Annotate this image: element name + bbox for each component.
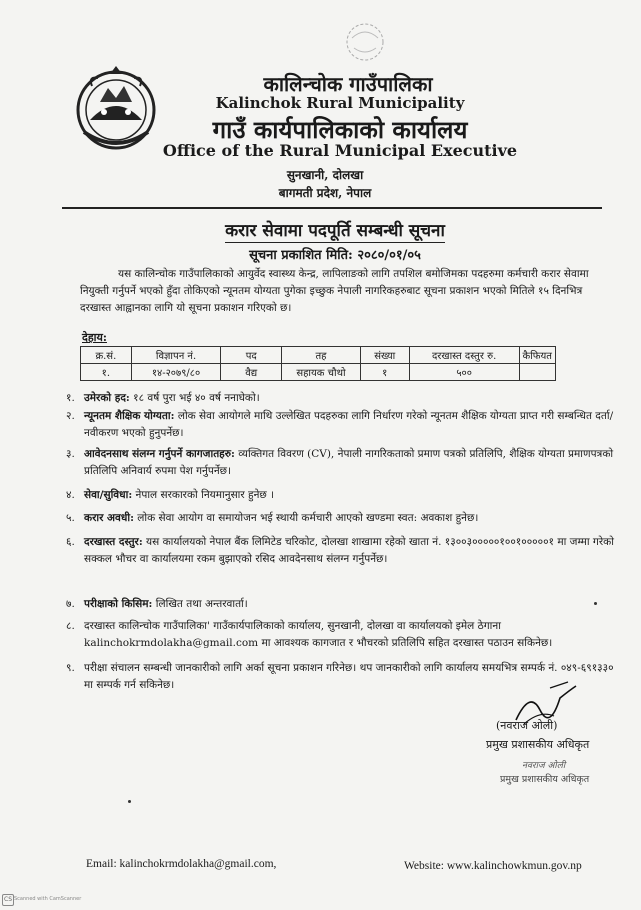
- item-number: १.: [66, 392, 75, 404]
- item-number: ६.: [66, 536, 75, 548]
- stamp-name: नवराज ओली: [522, 761, 566, 771]
- item-body: नेपाल सरकारको नियमानुसार हुनेछ ।: [132, 489, 275, 501]
- header-divider: [62, 207, 602, 209]
- item-body: यस कार्यालयको नेपाल बैंक लिमिटेड चरिकोट, दोलखा शाखामा रहेको खाता नं. १३००३०००००१००१०००००१ मा जम्मा गरेको सक्कल भौचर वा कार्यालयमा रकम बुझाएको रसिद आवदेनसाथ संलग्न गर्नुपर्नेछ।: [84, 536, 614, 565]
- item-text: [84, 618, 614, 652]
- item-number: ८.: [66, 620, 75, 632]
- table-cell: ५००: [409, 364, 519, 381]
- item-number: ९.: [66, 662, 75, 674]
- intro-paragraph: यस कालिन्चोक गाउँपालिकाको आयुर्वेद स्वास्थ्य केन्द्र, लापिलाङको लागि तपशिल बमोजिमका पदहरुमा कर्मचारी करार सेवामा नियुक्ती गर्नुपर्ने भएको हुँदा तोकिएको न्यूनतम योग्यता पुगेका इच्छुक नेपाली नागरिकहरुबाट सूचना प्रकाशन भएको मितिले १५ दिनभित्र दरखास्त आह्वानका लागि यो सूचना प्रकाशन गरिएको छ।: [80, 268, 589, 314]
- table-header: दरखास्त दस्तुर रु.: [409, 347, 519, 364]
- scan-speck: [594, 602, 597, 605]
- item-label: दरखास्त दस्तुर:: [84, 536, 143, 548]
- table-cell: १: [360, 364, 409, 381]
- dehay-label: देहाय:: [82, 331, 107, 344]
- item-body: १८ वर्ष पुरा भई ४० वर्ष ननाघेको।: [129, 392, 260, 404]
- office-name-nepali: गाउँ कार्यपालिकाको कार्यालय: [212, 115, 468, 144]
- item-label: आवेदनसाथ संलग्न गर्नुपर्ने कागजातहरु:: [84, 448, 235, 460]
- footer-website: Website: www.kalinchowkmun.gov.np: [404, 860, 582, 872]
- address-line-2: बागमती प्रदेश, नेपाल: [278, 186, 372, 200]
- item-label: उमेरको हद:: [84, 392, 130, 404]
- item-body: लोक सेवा आयोगले माथि उल्लेखित पदहरुका लागि निर्धारण गरेको न्यूनतम शैक्षिक योग्यता प्राप्त गरी सम्बन्धित दर्ता/नवीकरण भएको हुनुपर्नेछ।: [84, 410, 614, 439]
- item-text: [84, 534, 614, 568]
- signatory-name: (नवराज ओली): [496, 719, 558, 732]
- table-cell: [519, 364, 555, 381]
- item-label: परीक्षाको किसिम:: [84, 598, 153, 610]
- notice-title-text: करार सेवामा पदपूर्ति सम्बन्धी सूचना: [225, 221, 445, 241]
- item-number: ७.: [66, 598, 75, 610]
- item-text: [84, 408, 614, 442]
- item-body: लिखित तथा अन्तरवार्ता।: [152, 598, 248, 610]
- table-header: कैफियत: [519, 347, 555, 364]
- footer-email: Email: kalinchokrmdolakha@gmail.com,: [86, 858, 277, 870]
- item-text: [84, 596, 614, 613]
- item-number: ३.: [66, 448, 75, 460]
- item-body: दरखास्त कालिन्चोक गाउँपालिका' गाउँकार्यपालिकाको कार्यालय, सुनखानी, दोलखा वा कार्यालयको इमेल ठेगाना kalinchokrmdolakha@gmail.com मा आवश्यक कागजात र भौचरको प्रतिलिपि सहित दरखास्त पठाउन सकिनेछ।: [84, 620, 553, 649]
- table-cell: १४-२०७९/८०: [131, 364, 221, 381]
- vacancy-table: [80, 346, 556, 381]
- table-header: तह: [282, 347, 361, 364]
- government-emblem-icon: [70, 62, 162, 154]
- faint-stamp-mark: [330, 18, 400, 66]
- office-name-english: Office of the Rural Municipal Executive: [162, 141, 518, 160]
- table-header: विज्ञापन नं.: [131, 347, 221, 364]
- table-row: [81, 364, 556, 381]
- table-header: क्र.सं.: [81, 347, 132, 364]
- scanner-watermark: Scanned with CamScanner: [14, 896, 82, 902]
- item-text: [84, 510, 614, 527]
- municipality-name-english: Kalinchok Rural Municipality: [215, 94, 465, 112]
- item-body: परीक्षा संचालन सम्बन्धी जानकारीको लागि अर्का सूचना प्रकाशन गरिनेछ। थप जानकारीको लागि कार्यालय समयभित्र सम्पर्क नं. ०४९-६९१३३० मा सम्पर्क गर्न सकिनेछ।: [84, 662, 614, 691]
- item-text: [84, 487, 614, 504]
- camscanner-icon: CS: [2, 894, 14, 906]
- publish-date: सूचना प्रकाशित मिति: २०८०/०१/०५: [249, 248, 421, 263]
- table-cell: १.: [81, 364, 132, 381]
- item-text: [84, 390, 614, 407]
- item-label: न्यूनतम शैक्षिक योग्यता:: [84, 410, 175, 422]
- table-cell: वैद्य: [221, 364, 282, 381]
- notice-title: [190, 218, 480, 241]
- item-text: [84, 446, 614, 480]
- table-header: पद: [221, 347, 282, 364]
- table-header-row: [81, 347, 556, 364]
- municipality-name-nepali: कालिन्चोक गाउँपालिका: [263, 72, 433, 96]
- address-line-1: सुनखानी, दोलखा: [286, 168, 364, 182]
- stamp-title: प्रमुख प्रशासकीय अधिकृत: [500, 774, 590, 785]
- item-label: सेवा/सुविधा:: [84, 489, 133, 501]
- scan-speck: [128, 800, 131, 803]
- table-cell: सहायक चौथो: [282, 364, 361, 381]
- item-number: ४.: [66, 489, 75, 501]
- item-number: ५.: [66, 512, 75, 524]
- item-body: व्यक्तिगत विवरण (CV), नेपाली नागरिकताको प्रमाण पत्रको प्रतिलिपि, शैक्षिक योग्यता प्रमाणपत्रको प्रतिलिपि अनिवार्य रुपमा पेश गर्नुपर्नेछ।: [84, 448, 614, 477]
- signatory-title: प्रमुख प्रशासकीय अधिकृत: [486, 738, 590, 751]
- table-header: संख्या: [360, 347, 409, 364]
- item-body: लोक सेवा आयोग वा समायोजन भई स्थायी कर्मचारी आएको खण्डमा स्वत: अवकाश हुनेछ।: [133, 512, 479, 524]
- item-label: करार अवधी:: [84, 512, 134, 524]
- item-number: २.: [66, 410, 75, 422]
